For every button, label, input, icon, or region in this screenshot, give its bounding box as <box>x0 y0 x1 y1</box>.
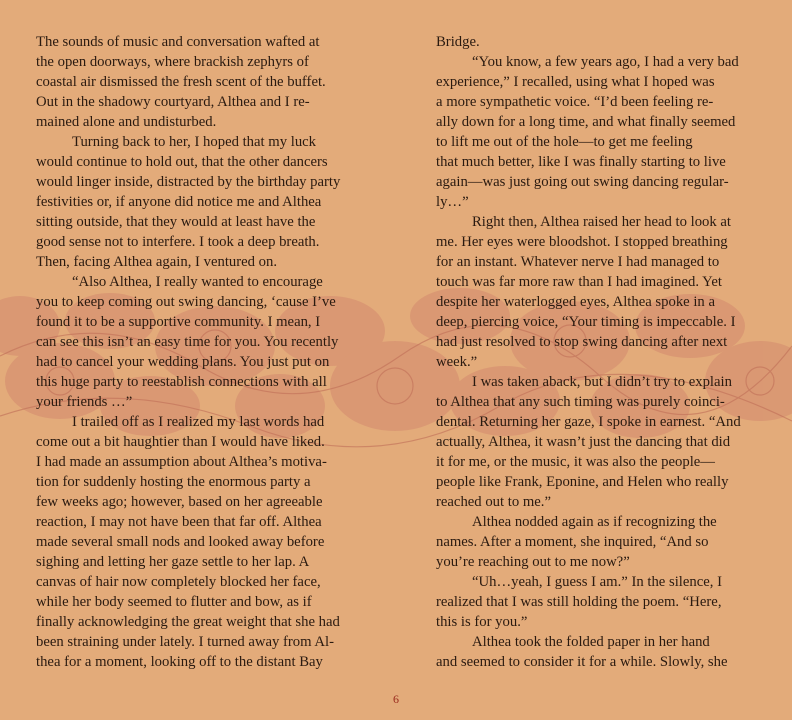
text-line: reached out to me.” <box>436 494 551 510</box>
text-line: deep, piercing voice, “Your timing is impeccable. I <box>436 314 736 330</box>
text-line: this huge party to reestablish connections with all <box>36 374 327 390</box>
text-line: a more sympathetic voice. “I’d been feeling re- <box>436 94 714 110</box>
text-line: festivities or, if anyone did notice me and Althea <box>36 194 322 210</box>
text-line: you to keep coming out swing dancing, ‘cause I’ve <box>36 294 336 310</box>
text-line: Turning back to her, I hoped that my luck <box>72 134 317 150</box>
text-line: had just resolved to stop swing dancing after next <box>436 334 728 350</box>
text-line: ly…” <box>436 194 469 210</box>
text-line: found it to be a supportive community. I mean, I <box>36 314 321 330</box>
text-line: The sounds of music and conversation wafted at <box>36 34 320 50</box>
text-line: made several small nods and looked away before <box>36 534 325 550</box>
text-line: and seemed to consider it for a while. Slowly, she <box>436 654 728 670</box>
left-text-column <box>36 32 358 672</box>
text-line: your friends …” <box>36 394 133 410</box>
text-line: again—was just going out swing dancing regular- <box>436 174 729 190</box>
text-line: coastal air dismissed the fresh scent of the buffet. <box>36 74 326 90</box>
text-line: “Also Althea, I really wanted to encourage <box>72 274 323 290</box>
text-line: names. After a moment, she inquired, “And so <box>436 534 709 550</box>
text-line: Bridge. <box>436 34 480 50</box>
text-line: good sense not to interfere. I took a deep breath. <box>36 234 320 250</box>
text-line: Then, facing Althea again, I ventured on. <box>36 254 278 270</box>
text-line: despite her waterlogged eyes, Althea spoke in a <box>436 294 715 310</box>
text-line: I was taken aback, but I didn’t try to explain <box>472 374 732 390</box>
text-line: while her body seemed to flutter and bow, as if <box>36 594 312 610</box>
text-line: you’re reaching out to me now?” <box>436 554 630 570</box>
text-line: realized that I was still holding the poem. “Here, <box>436 594 722 610</box>
text-line: Althea took the folded paper in her hand <box>472 634 710 650</box>
text-line: thea for a moment, looking off to the distant Bay <box>36 654 323 670</box>
page-number: 6 <box>393 692 399 706</box>
text-line: “You know, a few years ago, I had a very bad <box>472 54 739 70</box>
text-line: Althea nodded again as if recognizing the <box>472 514 717 530</box>
text-line: for an instant. Whatever nerve I had managed to <box>436 254 720 270</box>
text-line: would linger inside, distracted by the birthday party <box>36 174 341 190</box>
text-line: canvas of hair now completely blocked her face, <box>36 574 321 590</box>
text-line: touch was far more raw than I had imagined. Yet <box>436 274 722 290</box>
text-line: week.” <box>436 354 478 370</box>
right-text-column <box>436 32 758 672</box>
text-line: would continue to hold out, that the other dancers <box>36 154 328 170</box>
text-line: the open doorways, where brackish zephyrs of <box>36 54 309 70</box>
text-line: to lift me out of the hole—to get me feeling <box>436 134 693 150</box>
text-line: sighing and letting her gaze settle to her lap. A <box>36 554 310 570</box>
text-line: this is for you.” <box>436 614 528 630</box>
text-line: actually, Althea, it wasn’t just the dancing that did <box>436 434 731 450</box>
text-line: tion for suddenly hosting the enormous party a <box>36 474 311 490</box>
text-line: been straining under lately. I turned away from Al- <box>36 634 335 650</box>
text-line: “Uh…yeah, I guess I am.” In the silence, I <box>472 574 723 590</box>
text-line: finally acknowledging the great weight that she had <box>36 614 340 630</box>
text-line: can see this isn’t an easy time for you. You recently <box>36 334 339 350</box>
text-line: I had made an assumption about Althea’s motiva- <box>36 454 327 470</box>
text-line: mained alone and undisturbed. <box>36 114 217 130</box>
text-line: that much better, like I was finally starting to live <box>436 154 726 170</box>
text-line: Right then, Althea raised her head to look at <box>472 214 732 230</box>
text-line: to Althea that any such timing was purely coinci- <box>436 394 725 410</box>
text-line: had to cancel your wedding plans. You just put on <box>36 354 330 370</box>
text-line: it for me, or the music, it was also the people— <box>436 454 715 470</box>
text-line: come out a bit haughtier than I would have liked. <box>36 434 325 450</box>
text-line: sitting outside, that they would at least have the <box>36 214 316 230</box>
text-line: reaction, I may not have been that far off. Althea <box>36 514 322 530</box>
text-line: few weeks ago; however, based on her agreeable <box>36 494 323 510</box>
text-line: me. Her eyes were bloodshot. I stopped breathing <box>436 234 728 250</box>
text-line: I trailed off as I realized my last words had <box>72 414 325 430</box>
text-line: Out in the shadowy courtyard, Althea and I re- <box>36 94 310 110</box>
text-line: ally down for a long time, and what finally seemed <box>436 114 736 130</box>
text-line: people like Frank, Eponine, and Helen who really <box>436 474 729 490</box>
text-line: dental. Returning her gaze, I spoke in earnest. “And <box>436 414 741 430</box>
text-line: experience,” I recalled, using what I hoped was <box>436 74 715 90</box>
